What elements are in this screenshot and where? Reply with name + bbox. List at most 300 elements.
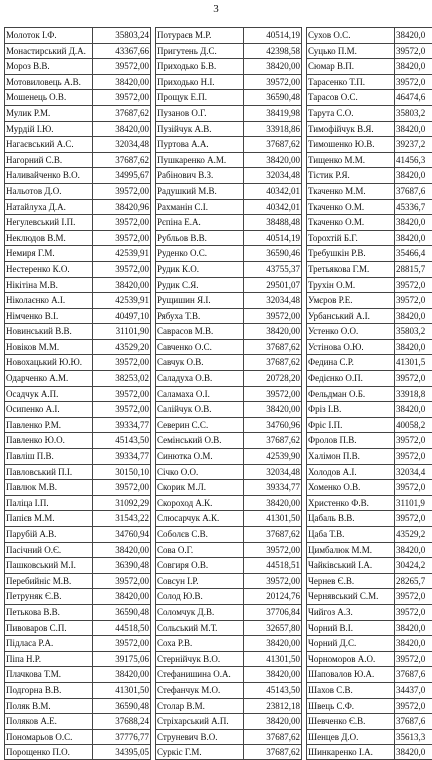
person-name: Пузанов О.Г. [156, 106, 244, 121]
table-row [155, 620, 302, 636]
table-row [306, 183, 432, 199]
amount-value: 38420,00 [93, 667, 151, 682]
amount-value: 39572,00 [244, 309, 302, 324]
table-row [306, 245, 432, 261]
amount-value: 39572,00 [93, 215, 151, 230]
person-name: Чорноморов А.О. [307, 652, 395, 667]
amount-value: 45143,50 [93, 433, 151, 448]
table-row [4, 43, 151, 59]
amount-value: 38420,0 [395, 231, 432, 246]
person-name: Пономарьов О.С. [5, 730, 93, 745]
table-row [306, 261, 432, 277]
amount-value: 42539,91 [93, 293, 151, 308]
person-name: Павленко Р.М. [5, 418, 93, 433]
person-name: Савчук О.В. [156, 355, 244, 370]
person-name: Тимофійчук В.Я. [307, 122, 395, 137]
amount-value: 40514,19 [244, 231, 302, 246]
table-row [306, 277, 432, 293]
person-name: Чернев Є.В. [307, 574, 395, 589]
table-row [155, 698, 302, 714]
person-name: Требушкін Р.В. [307, 246, 395, 261]
table-row [155, 386, 302, 402]
person-name: Фролов П.В. [307, 433, 395, 448]
amount-value: 38420,0 [395, 168, 432, 183]
table-row [306, 448, 432, 464]
amount-value: 35803,2 [395, 106, 432, 121]
amount-value: 45143,50 [244, 683, 302, 698]
table-row [4, 354, 151, 370]
amount-value: 39572,0 [395, 589, 432, 604]
amount-value: 38420,0 [395, 340, 432, 355]
amount-value: 38420,00 [93, 589, 151, 604]
salary-table [4, 27, 432, 760]
person-name: Негулевський І.П. [5, 215, 93, 230]
amount-value: 38420,00 [93, 75, 151, 90]
amount-value: 37687,62 [244, 433, 302, 448]
person-name: Німченко В.І. [5, 309, 93, 324]
amount-value: 28815,7 [395, 262, 432, 277]
person-name: Павленко Ю.О. [5, 433, 93, 448]
table-row [155, 744, 302, 760]
amount-value: 39572,00 [93, 59, 151, 74]
amount-value: 39572,0 [395, 278, 432, 293]
amount-value: 42539,91 [93, 246, 151, 261]
person-name: Стріхарський А.П. [156, 714, 244, 729]
table-row [4, 557, 151, 573]
person-name: Федина С.Р. [307, 355, 395, 370]
table-row [155, 230, 302, 246]
amount-value: 43755,37 [244, 262, 302, 277]
amount-value: 39175,06 [93, 652, 151, 667]
amount-value: 39572,0 [395, 652, 432, 667]
table-row [155, 495, 302, 511]
table-row [4, 277, 151, 293]
person-name: Цаба Т.В. [307, 527, 395, 542]
person-name: Одарченко А.М. [5, 371, 93, 386]
table-row [155, 167, 302, 183]
table-row [306, 542, 432, 558]
amount-value: 38420,00 [244, 714, 302, 729]
person-name: Цабаль В.В. [307, 511, 395, 526]
table-column [155, 27, 302, 760]
amount-value: 40342,01 [244, 184, 302, 199]
table-row [4, 588, 151, 604]
person-name: Стефанчук М.О. [156, 683, 244, 698]
person-name: Шевченко Є.В. [307, 714, 395, 729]
amount-value: 39572,00 [93, 402, 151, 417]
person-name: Павліш П.В. [5, 449, 93, 464]
person-name: Стефанишина О.А. [156, 667, 244, 682]
amount-value: 36590,48 [244, 90, 302, 105]
person-name: Новинський В.В. [5, 324, 93, 339]
amount-value: 39572,0 [395, 511, 432, 526]
table-row [4, 448, 151, 464]
person-name: Петруняк Є.В. [5, 589, 93, 604]
person-name: Немиря Г.М. [5, 246, 93, 261]
table-row [4, 682, 151, 698]
amount-value: 37687,62 [93, 153, 151, 168]
amount-value: 38420,0 [395, 215, 432, 230]
amount-value: 30424,2 [395, 558, 432, 573]
person-name: Струневич В.О. [156, 730, 244, 745]
amount-value: 35803,24 [93, 28, 151, 43]
table-row [4, 214, 151, 230]
person-name: Чорний Д.С. [307, 636, 395, 651]
person-name: Пасічний О.Є. [5, 543, 93, 558]
amount-value: 32034,48 [244, 293, 302, 308]
person-name: Руденко О.С. [156, 246, 244, 261]
table-row [306, 292, 432, 308]
amount-value: 38419,98 [244, 106, 302, 121]
person-name: Соломчук Д.В. [156, 605, 244, 620]
amount-value: 38420,0 [395, 122, 432, 137]
amount-value: 31092,29 [93, 496, 151, 511]
amount-value: 39572,00 [93, 480, 151, 495]
amount-value: 42398,58 [244, 44, 302, 59]
table-row [155, 89, 302, 105]
person-name: Мошенець О.В. [5, 90, 93, 105]
person-name: Парубій А.В. [5, 527, 93, 542]
person-name: Фельдман О.Б. [307, 387, 395, 402]
amount-value: 33918,8 [395, 387, 432, 402]
amount-value: 39572,00 [244, 574, 302, 589]
person-name: Христенко Ф.В. [307, 496, 395, 511]
person-name: Рубльов В.В. [156, 231, 244, 246]
amount-value: 34760,94 [93, 527, 151, 542]
amount-value: 39572,0 [395, 433, 432, 448]
amount-value: 38420,0 [395, 745, 432, 759]
table-row [155, 682, 302, 698]
person-name: Шинкаренко І.А. [307, 745, 395, 759]
amount-value: 35466,4 [395, 246, 432, 261]
table-row [4, 89, 151, 105]
person-name: Осипенко А.І. [5, 402, 93, 417]
amount-value: 32034,4 [395, 465, 432, 480]
amount-value: 43529,20 [93, 340, 151, 355]
table-row [4, 183, 151, 199]
person-name: Осадчук А.П. [5, 387, 93, 402]
person-name: Солод Ю.В. [156, 589, 244, 604]
person-name: Рахманін С.І. [156, 200, 244, 215]
table-row [155, 635, 302, 651]
amount-value: 33918,86 [244, 122, 302, 137]
person-name: Швець С.Ф. [307, 699, 395, 714]
table-row [155, 557, 302, 573]
table-row [306, 230, 432, 246]
amount-value: 38420,00 [93, 543, 151, 558]
table-row [155, 214, 302, 230]
amount-value: 38420,0 [395, 28, 432, 43]
person-name: Мороз В.В. [5, 59, 93, 74]
person-name: Павловський П.І. [5, 465, 93, 480]
person-name: Плачкова Т.М. [5, 667, 93, 682]
person-name: Шахов С.В. [307, 683, 395, 698]
amount-value: 41456,3 [395, 153, 432, 168]
amount-value: 20124,76 [244, 589, 302, 604]
amount-value: 43529,2 [395, 527, 432, 542]
person-name: Рудик К.О. [156, 262, 244, 277]
amount-value: 34395,05 [93, 745, 151, 759]
table-row [4, 744, 151, 760]
person-name: Мулик Р.М. [5, 106, 93, 121]
table-row [4, 510, 151, 526]
table-row [306, 339, 432, 355]
person-name: Шенцев Д.О. [307, 730, 395, 745]
table-row [306, 479, 432, 495]
person-name: Холодов А.І. [307, 465, 395, 480]
amount-value: 32034,48 [244, 465, 302, 480]
amount-value: 29501,07 [244, 278, 302, 293]
person-name: Перебийніс М.В. [5, 574, 93, 589]
amount-value: 37687,62 [93, 106, 151, 121]
amount-value: 34760,96 [244, 418, 302, 433]
table-row [155, 729, 302, 745]
amount-value: 41301,5 [395, 355, 432, 370]
table-row [4, 370, 151, 386]
table-row [306, 526, 432, 542]
table-row [4, 308, 151, 324]
table-row [155, 651, 302, 667]
person-name: Натайлуха Д.А. [5, 200, 93, 215]
amount-value: 39572,0 [395, 480, 432, 495]
person-name: Нестеренко К.О. [5, 262, 93, 277]
table-row [155, 417, 302, 433]
person-name: Трухін О.М. [307, 278, 395, 293]
person-name: Поляк В.М. [5, 699, 93, 714]
person-name: Северин С.С. [156, 418, 244, 433]
table-row [306, 620, 432, 636]
person-name: Порощенко П.О. [5, 745, 93, 759]
amount-value: 39572,00 [244, 75, 302, 90]
amount-value: 38253,02 [93, 371, 151, 386]
amount-value: 39572,0 [395, 44, 432, 59]
amount-value: 39334,77 [244, 480, 302, 495]
person-name: Саламаха О.І. [156, 387, 244, 402]
amount-value: 37687,62 [244, 355, 302, 370]
person-name: Сольський М.Т. [156, 621, 244, 636]
table-row [4, 167, 151, 183]
person-name: Пригутень Д.С. [156, 44, 244, 59]
amount-value: 38420,00 [244, 153, 302, 168]
person-name: Рущишин Я.І. [156, 293, 244, 308]
person-name: Синютка О.М. [156, 449, 244, 464]
amount-value: 39572,0 [395, 605, 432, 620]
person-name: Нагорний С.В. [5, 153, 93, 168]
table-row [4, 729, 151, 745]
table-row [306, 167, 432, 183]
amount-value: 41301,50 [93, 683, 151, 698]
table-row [306, 744, 432, 760]
person-name: Цимбалюк М.М. [307, 543, 395, 558]
person-name: Потураєв М.Р. [156, 28, 244, 43]
person-name: Сюмар В.П. [307, 59, 395, 74]
table-row [155, 713, 302, 729]
person-name: Савченко О.С. [156, 340, 244, 355]
amount-value: 37776,77 [93, 730, 151, 745]
amount-value: 44518,51 [244, 558, 302, 573]
amount-value: 36590,48 [93, 699, 151, 714]
person-name: Тарасенко Т.П. [307, 75, 395, 90]
amount-value: 38420,0 [395, 309, 432, 324]
person-name: Урбанський А.І. [307, 309, 395, 324]
person-name: Устінова О.Ю. [307, 340, 395, 355]
amount-value: 28265,7 [395, 574, 432, 589]
amount-value: 38420,00 [244, 59, 302, 74]
amount-value: 39572,00 [93, 231, 151, 246]
table-row [155, 43, 302, 59]
table-row [4, 401, 151, 417]
amount-value: 23812,18 [244, 699, 302, 714]
person-name: Приходько Н.І. [156, 75, 244, 90]
table-row [155, 479, 302, 495]
person-name: Новіков М.М. [5, 340, 93, 355]
amount-value: 39572,00 [244, 543, 302, 558]
table-row [306, 89, 432, 105]
amount-value: 38420,00 [93, 122, 151, 137]
amount-value: 31101,90 [93, 324, 151, 339]
table-row [4, 339, 151, 355]
table-row [155, 121, 302, 137]
amount-value: 40342,01 [244, 200, 302, 215]
table-row [4, 651, 151, 667]
table-row [155, 105, 302, 121]
table-row [306, 58, 432, 74]
amount-value: 39572,00 [93, 262, 151, 277]
amount-value: 38420,00 [93, 278, 151, 293]
amount-value: 41301,50 [244, 511, 302, 526]
table-row [155, 510, 302, 526]
table-row [155, 308, 302, 324]
amount-value: 37687,62 [244, 527, 302, 542]
table-row [4, 74, 151, 90]
person-name: Саладуха О.В. [156, 371, 244, 386]
table-row [155, 323, 302, 339]
amount-value: 39572,00 [244, 387, 302, 402]
table-row [306, 573, 432, 589]
table-row [155, 277, 302, 293]
amount-value: 37687,62 [244, 730, 302, 745]
person-name: Скороход А.К. [156, 496, 244, 511]
amount-value: 38420,0 [395, 543, 432, 558]
amount-value: 39572,00 [93, 574, 151, 589]
table-row [306, 74, 432, 90]
table-row [306, 136, 432, 152]
person-name: Сухов О.С. [307, 28, 395, 43]
amount-value: 39572,0 [395, 75, 432, 90]
person-name: Фріс І.П. [307, 418, 395, 433]
amount-value: 42539,90 [244, 449, 302, 464]
table-row [155, 401, 302, 417]
table-row [155, 245, 302, 261]
person-name: Січко О.О. [156, 465, 244, 480]
table-row [306, 713, 432, 729]
amount-value: 35613,3 [395, 730, 432, 745]
table-row [155, 370, 302, 386]
amount-value: 40058,2 [395, 418, 432, 433]
person-name: Скорик М.Л. [156, 480, 244, 495]
table-row [306, 729, 432, 745]
amount-value: 39572,0 [395, 371, 432, 386]
amount-value: 35803,2 [395, 324, 432, 339]
amount-value: 36390,48 [93, 558, 151, 573]
amount-value: 32034,48 [93, 137, 151, 152]
person-name: Нальотов Д.О. [5, 184, 93, 199]
person-name: Пашковський М.І. [5, 558, 93, 573]
amount-value: 39572,00 [93, 90, 151, 105]
person-name: Рєпіна Е.А. [156, 215, 244, 230]
amount-value: 43367,66 [93, 44, 151, 59]
table-row [306, 557, 432, 573]
table-row [155, 292, 302, 308]
table-row [306, 635, 432, 651]
table-row [306, 354, 432, 370]
amount-value: 37687,62 [244, 137, 302, 152]
amount-value: 39572,00 [93, 387, 151, 402]
table-row [155, 27, 302, 43]
table-row [306, 121, 432, 137]
amount-value: 39572,0 [395, 449, 432, 464]
table-row [306, 698, 432, 714]
table-row [4, 136, 151, 152]
amount-value: 37688,24 [93, 714, 151, 729]
table-column [4, 27, 151, 760]
amount-value: 38488,48 [244, 215, 302, 230]
table-row [306, 199, 432, 215]
table-row [4, 323, 151, 339]
person-name: Неклюдов В.М. [5, 231, 93, 246]
person-name: Халімон П.В. [307, 449, 395, 464]
amount-value: 36590,48 [93, 605, 151, 620]
table-row [306, 152, 432, 168]
amount-value: 38420,0 [395, 59, 432, 74]
table-row [155, 666, 302, 682]
amount-value: 40497,10 [93, 309, 151, 324]
amount-value: 37687,6 [395, 714, 432, 729]
person-name: Новохацький Ю.Ю. [5, 355, 93, 370]
person-name: Тищенко М.М. [307, 153, 395, 168]
table-row [306, 417, 432, 433]
amount-value: 38420,00 [244, 496, 302, 511]
amount-value: 39334,77 [93, 418, 151, 433]
person-name: Прощук Е.П. [156, 90, 244, 105]
table-row [4, 698, 151, 714]
table-row [306, 27, 432, 43]
table-row [306, 651, 432, 667]
table-row [155, 464, 302, 480]
table-row [306, 495, 432, 511]
person-name: Слюсарчук А.К. [156, 511, 244, 526]
table-row [4, 292, 151, 308]
person-name: Приходько Б.В. [156, 59, 244, 74]
person-name: Тістик Р.Я. [307, 168, 395, 183]
amount-value: 34437,0 [395, 683, 432, 698]
person-name: Устенко О.О. [307, 324, 395, 339]
table-row [306, 43, 432, 59]
person-name: Петькова В.В. [5, 605, 93, 620]
table-row [4, 526, 151, 542]
amount-value: 36590,46 [244, 246, 302, 261]
amount-value: 37687,62 [244, 340, 302, 355]
amount-value: 20728,20 [244, 371, 302, 386]
amount-value: 38420,96 [93, 200, 151, 215]
amount-value: 37687,62 [244, 745, 302, 759]
amount-value: 39334,77 [93, 449, 151, 464]
person-name: Соболєв С.В. [156, 527, 244, 542]
person-name: Мотовиловець А.В. [5, 75, 93, 90]
person-name: Ткаченко О.М. [307, 215, 395, 230]
table-row [155, 354, 302, 370]
person-name: Пузійчук А.В. [156, 122, 244, 137]
